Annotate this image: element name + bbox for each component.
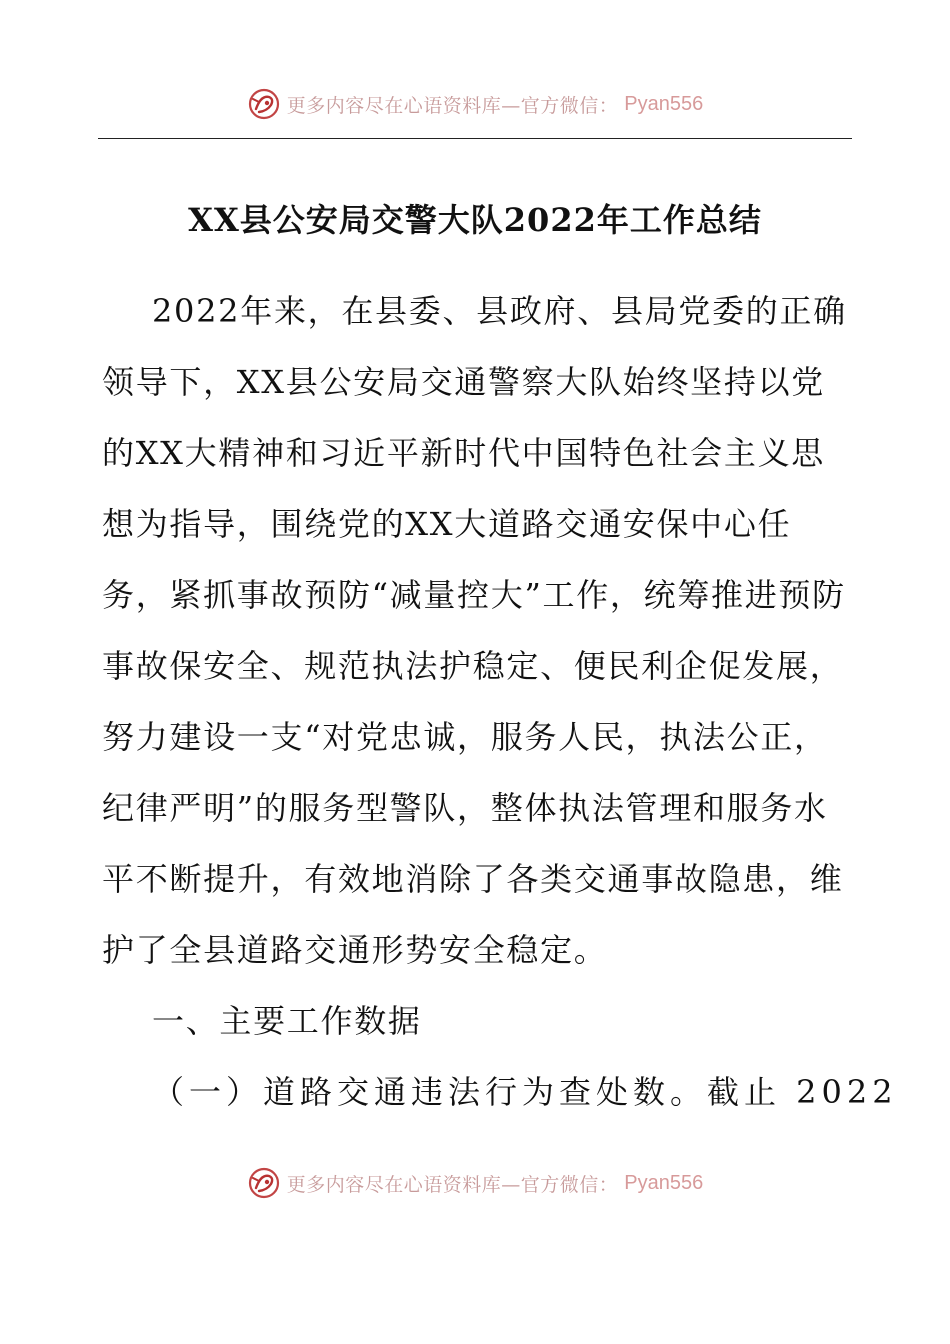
document-body — [102, 276, 898, 1128]
footer-watermark — [0, 1163, 950, 1203]
section-heading: 一、主要工作数据 — [152, 1002, 422, 1040]
watermark-text: 更多内容尽在心语资料库—官方微信： — [286, 94, 619, 117]
watermark-id: Pyan556 — [624, 1171, 704, 1194]
intro-paragraph: 2022年来，在县委、县政府、县局党委的正确领导下，XX县公安局交通警察大队始终坚持以党的XX大精神和习近平新时代中国特色社会主义思想为指导，围绕党的XX大道路交通安保中心任务，紧抓事故预防“减量控大”工作，统筹推进预防事故保安全、规范执法护稳定、便民利企促发展，努力建设一支“对党忠诚，服务人民，执法公正，纪律严明”的服务型警队，整体执法管理和服务水平不断提升，有效地消除了各类交通事故隐患，维护了全县道路交通形势安全稳定。 — [102, 292, 847, 969]
stamp-logo-icon — [247, 87, 281, 121]
header-watermark — [0, 84, 950, 124]
header-rule — [98, 138, 852, 139]
document-title: XX县公安局交警大队2022年工作总结 — [188, 201, 762, 239]
subsection-heading: （一）道路交通违法行为查处数。截止 2022 — [152, 1073, 898, 1111]
watermark-id: Pyan556 — [624, 92, 704, 115]
watermark-text: 更多内容尽在心语资料库—官方微信： — [286, 1173, 619, 1196]
stamp-logo-icon — [247, 1166, 281, 1200]
